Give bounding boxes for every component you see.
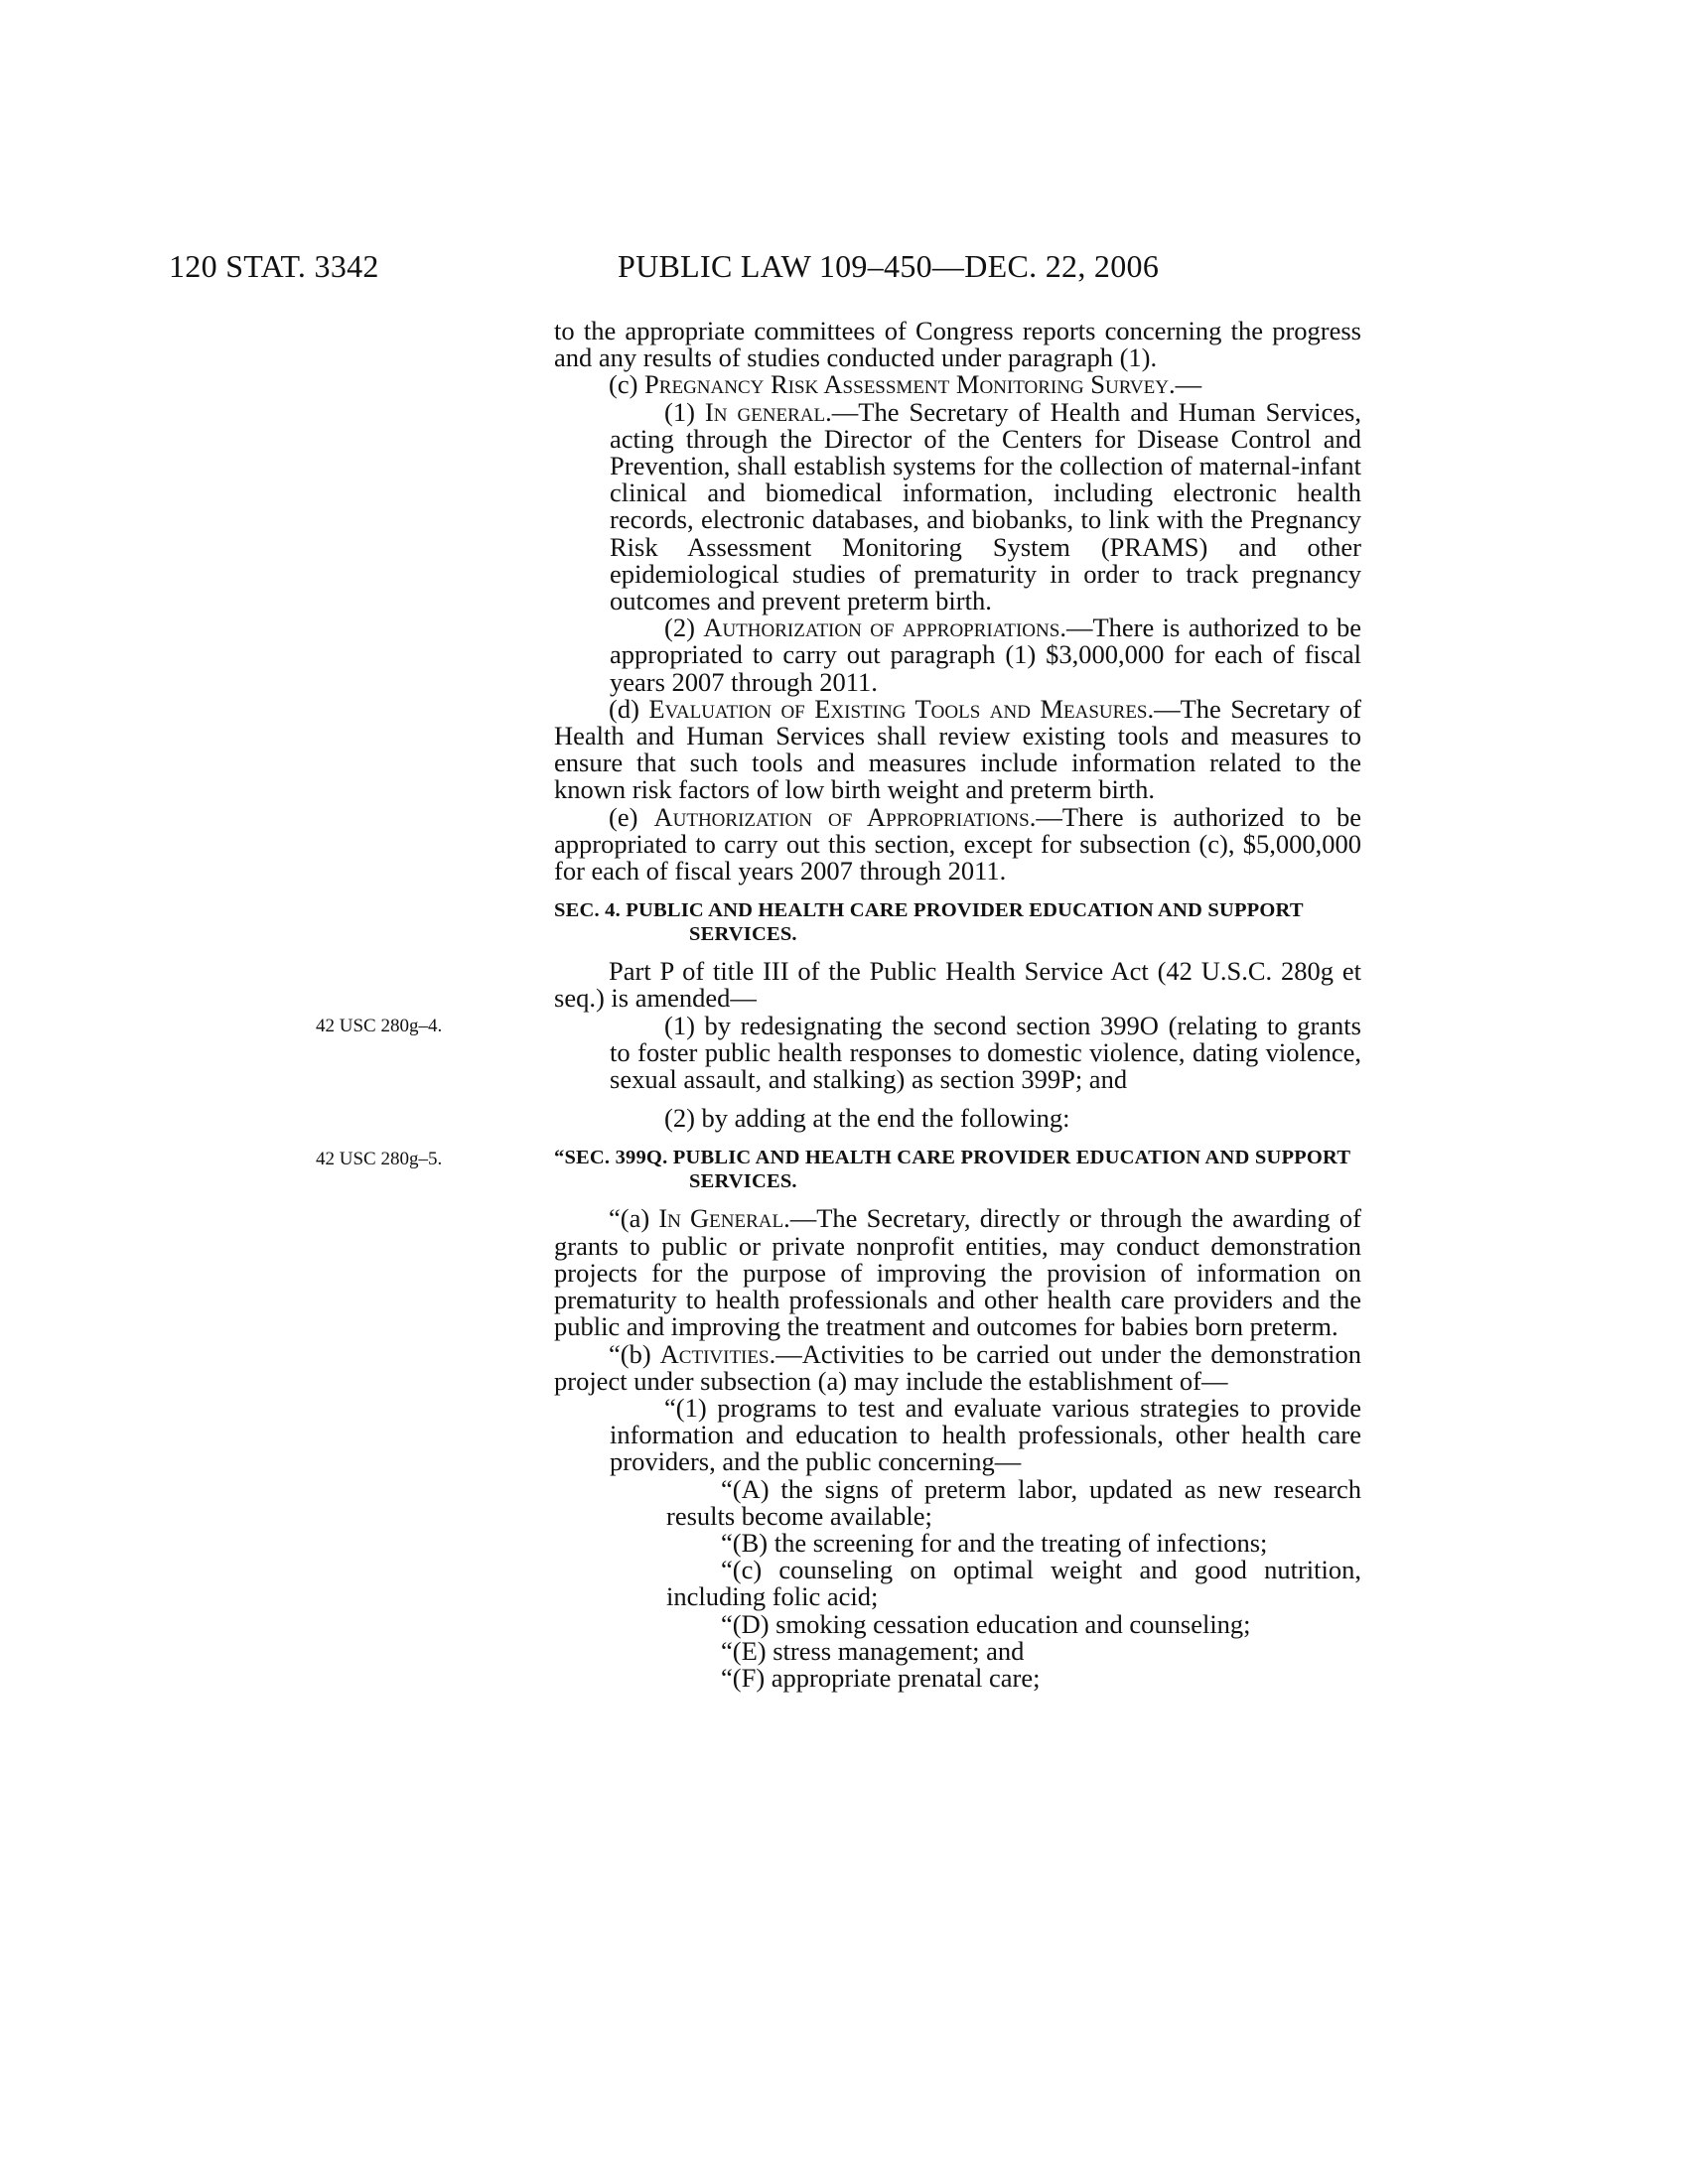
subparagraph-D: “(D) smoking cessation education and counseling; (721, 1608, 1251, 1639)
page-number: 120 STAT. 3342 (169, 248, 379, 284)
section-399q-heading: “SEC. 399Q. PUBLIC AND HEALTH CARE PROVIDER EDUCATION AND SUPPORT SERVICES. (554, 1147, 1350, 1193)
paragraph-label: (1) (664, 396, 705, 427)
subsection-label: (d) (609, 693, 649, 724)
subsection-label: (e) (609, 801, 654, 832)
paragraph: Part P of title III of the Public Health Service Act (42 U.S.C. 280g et seq.) is amended— (554, 956, 1361, 1014)
subsection-text: .—There is authorized to be appropriated to carry out this section, except for subsection (c), $5,000,000 for each of fiscal years 2007 through 2011. (554, 801, 1362, 887)
paragraph-c1 (554, 396, 1361, 616)
subparagraph-A: “(A) the signs of preterm labor, updated as new research results become available; (666, 1473, 1361, 1531)
subsection-label: “(a) (609, 1203, 659, 1234)
subsection-heading: In General (658, 1203, 784, 1234)
paragraph: to the appropriate committees of Congress reports concerning the progress and any results of studies conducted under paragraph (1). (554, 316, 1361, 373)
list-item: (2) by adding at the end the following: (664, 1103, 1070, 1134)
text-column (316, 316, 1362, 1693)
subsection-d (554, 693, 1361, 805)
paragraph-label: (2) (664, 613, 704, 643)
subparagraph-E: “(E) stress management; and (721, 1635, 1025, 1666)
dash: .— (1168, 369, 1202, 400)
paragraph-c2 (554, 614, 1361, 696)
list-item: (1) by redesignating the second section 399O (relating to grants to foster public health responses to domestic violence, dating violence, sexual assault, and stalking) as section 399P; and (610, 1010, 1361, 1095)
subsection-heading: Authorization of Appropriations (653, 801, 1030, 832)
subsection-a (554, 1205, 1361, 1340)
subparagraph-B: “(B) the screening for and the treating of infections; (721, 1527, 1268, 1558)
subsection-c (554, 371, 1361, 398)
subsection-text: .—The Secretary, directly or through the awarding of grants to public or private nonprofit entities, may conduct demonstration projects for the purpose of improving the provision of information on prematurity to health professionals and other health care providers and the public and improving the treatment and outcomes for babies born preterm. (554, 1203, 1361, 1342)
margin-note: 42 USC 280g–4. (316, 1015, 443, 1036)
subsection-text: .—Activities to be carried out under the demonstration project under subsection (a) may include the establishment of— (554, 1338, 1361, 1396)
paragraph-heading: Authorization of appropriations (703, 613, 1060, 643)
paragraph-text: .—There is authorized to be appropriated to carry out paragraph (1) $3,000,000 for each of fiscal years 2007 through 2011. (610, 613, 1362, 697)
margin-note: 42 USC 280g–5. (316, 1149, 443, 1170)
paragraph-b1: “(1) programs to test and evaluate various strategies to provide information and education to health professionals, other health care providers, and the public concerning— (610, 1392, 1361, 1477)
subsection-heading: Pregnancy Risk Assessment Monitoring Survey (644, 369, 1169, 400)
subsection-label: (c) (609, 369, 645, 400)
subsection-e (554, 801, 1362, 887)
subsection-label: “(b) (609, 1338, 660, 1369)
paragraph-heading: In general (704, 396, 826, 427)
subparagraph-F: “(F) appropriate prenatal care; (721, 1662, 1041, 1693)
section-399q-block (316, 1146, 1361, 1193)
subsection-b (554, 1338, 1361, 1396)
paragraph-text: .—The Secretary of Health and Human Services, acting through the Director of the Centers for Disease Control and Prevention, shall establish systems for the collection of maternal-infant clinical and biomedical information, including electronic health records, electronic databases, and biobanks, to link with the Pregnancy Risk Assessment Monitoring System (PRAMS) and other epidemiological studies of prematurity in order to track pregnancy outcomes and prevent preterm birth. (610, 396, 1361, 616)
running-header: PUBLIC LAW 109–450—DEC. 22, 2006 (618, 248, 1160, 284)
subparagraph-C: “(c) counseling on optimal weight and good nutrition, including folic acid; (666, 1555, 1361, 1612)
subsection-heading: Activities (659, 1338, 770, 1369)
item-1-block (316, 1010, 1361, 1095)
subsection-text: .—The Secretary of Health and Human Services shall review existing tools and measures to ensure that such tools and measures include information related to the known risk factors of low birth weight and preterm birth. (554, 693, 1361, 805)
section-4-heading: SEC. 4. PUBLIC AND HEALTH CARE PROVIDER EDUCATION AND SUPPORT SERVICES. (554, 899, 1304, 946)
subsection-heading: Evaluation of Existing Tools and Measures (648, 693, 1148, 724)
